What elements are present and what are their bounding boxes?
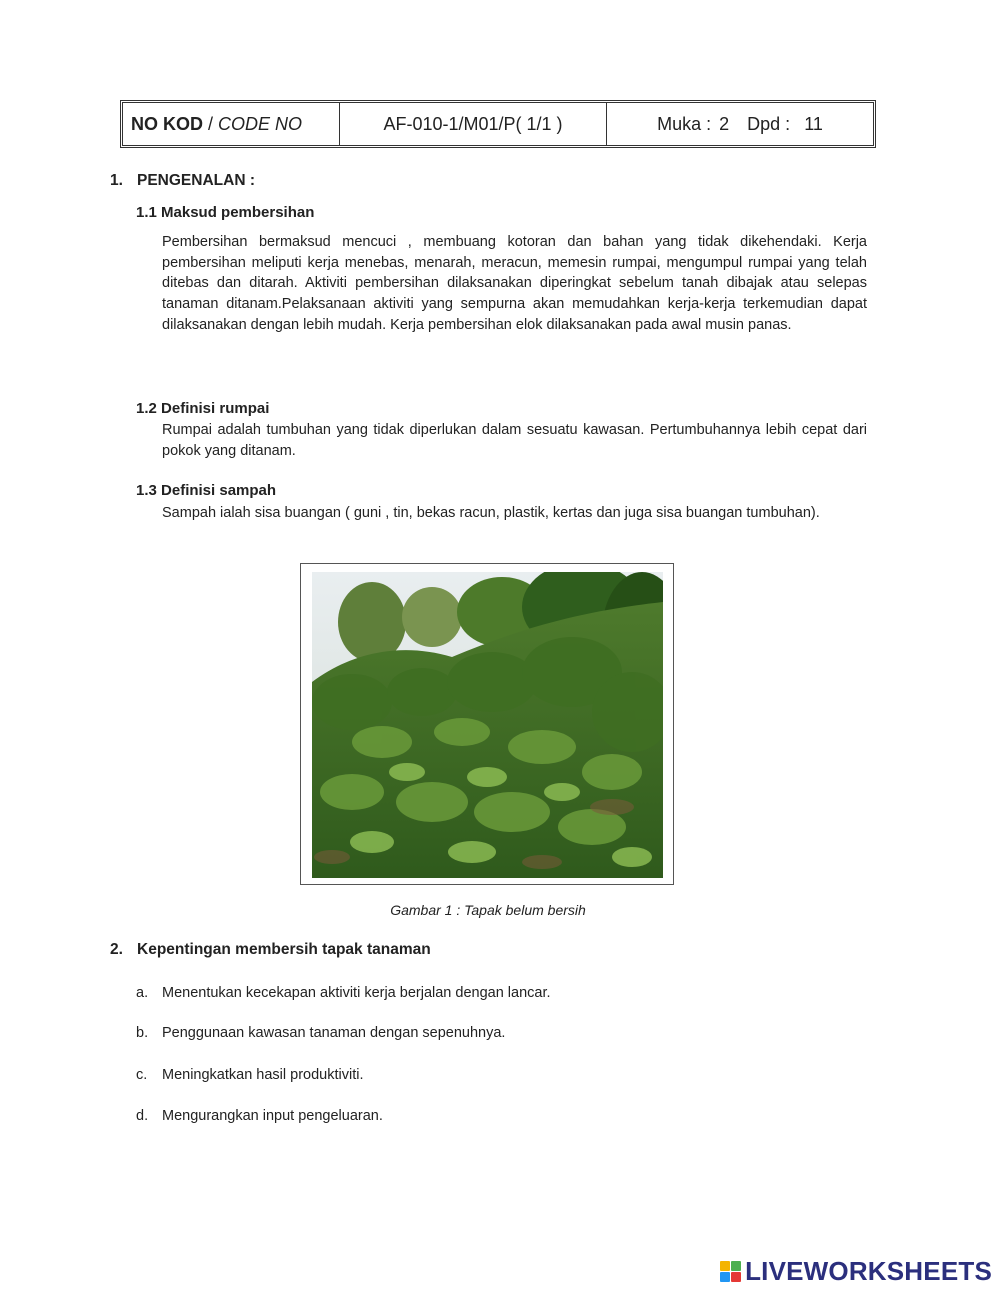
document-code-table [120, 100, 876, 148]
list-item-label: c. [136, 1067, 148, 1083]
code-label-bold: NO KOD [131, 113, 203, 134]
list-item-text: Mengurangkan input pengeluaran. [162, 1108, 383, 1124]
weedy-slope-photo [312, 572, 663, 878]
subsection-1-1-text: Pembersihan bermaksud mencuci , membuang kotoran dan bahan yang tidak dikehendaki. Kerja pembersihan meliputi kerja menebas, menarah, meracun, memesin rumpai, mengumpul rumpai yang telah ditebas dan ditarah. Aktiviti pembersihan dilaksanakan diperingkat sebelum tanah dibajak atau selepas tanaman ditanam.Pelaksanaan aktiviti yang sempurna akan memudahkan kerja-kerja terkemudian dapat dilaksanakan dengan lebih mudah. Kerja pembersihan elok dilaksanakan pada awal musin panas. [162, 234, 867, 333]
list-item-text: Meningkatkan hasil produktiviti. [162, 1067, 364, 1083]
total-pages-label: Dpd : [747, 113, 791, 134]
code-value: AF-010-1/M01/P( 1/1 ) [383, 113, 563, 134]
figure-uncleaned-site [300, 563, 674, 885]
page-label: Muka : [657, 113, 712, 134]
section-2-heading [110, 941, 431, 959]
page-info-cell [607, 103, 873, 145]
list-item-label: b. [136, 1025, 149, 1041]
code-label-italic: CODE NO [218, 113, 303, 134]
liveworksheets-logo [720, 1256, 992, 1286]
subsection-1-2-title: 1.2 Definisi rumpai [136, 400, 270, 417]
subsection-1-3-title: 1.3 Definisi sampah [136, 482, 277, 499]
list-item [136, 1108, 383, 1124]
list-item-label: d. [136, 1108, 149, 1124]
figure-caption: Gambar 1 : Tapak belum bersih [390, 902, 586, 918]
list-item [136, 1067, 364, 1083]
section-2-number: 2. [110, 941, 123, 958]
list-item-text: Menentukan kecekapan aktiviti kerja berjalan dengan lancar. [162, 985, 551, 1001]
list-item [136, 985, 551, 1001]
subsection-1-1-title: 1.1 Maksud pembersihan [136, 204, 315, 221]
list-item-text: Penggunaan kawasan tanaman dengan sepenuhnya. [162, 1025, 506, 1041]
list-item-label: a. [136, 985, 149, 1001]
page-value: 2 [719, 113, 730, 134]
subsection-1-3-text: Sampah ialah sisa buangan ( guni , tin, bekas racun, plastik, kertas dan juga sisa buangan tumbuhan). [162, 505, 820, 521]
section-1-heading [110, 172, 255, 190]
code-value-cell [340, 103, 607, 145]
logo-wordmark: LIVEWORKSHEETS [745, 1255, 992, 1286]
total-pages-value: 11 [804, 113, 823, 134]
section-1-title: PENGENALAN : [137, 172, 255, 189]
list-item [136, 1025, 505, 1041]
code-label-cell [123, 103, 340, 145]
logo-squares-icon [720, 1261, 741, 1282]
section-2-title: Kepentingan membersih tapak tanaman [137, 941, 431, 958]
section-1-number: 1. [110, 172, 123, 189]
subsection-1-2-text: Rumpai adalah tumbuhan yang tidak diperlukan dalam sesuatu kawasan. Pertumbuhannya lebih cepat dari pokok yang ditanam. [162, 422, 867, 459]
code-label-separator: / [208, 113, 214, 134]
